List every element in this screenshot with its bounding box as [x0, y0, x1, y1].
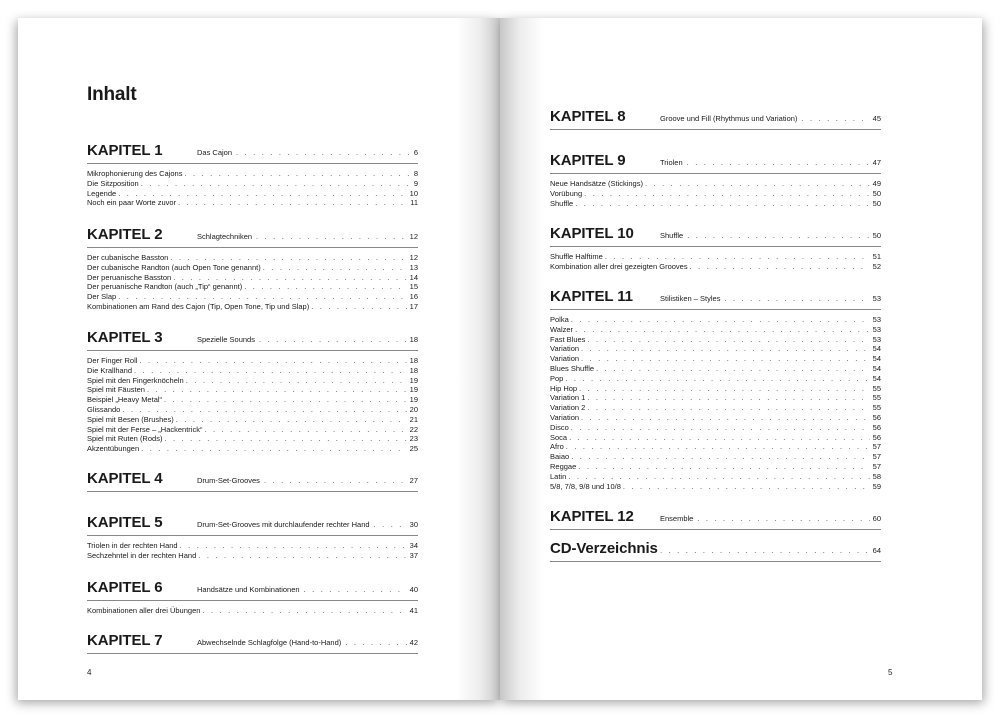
chapter-page-number: 27: [409, 476, 418, 485]
toc-entry[interactable]: [87, 385, 418, 395]
entry-page-number: 49: [872, 179, 881, 188]
dot-leader: [566, 442, 870, 452]
entry-title: 5/8, 7/8, 9/8 und 10/8: [550, 481, 621, 491]
entry-page-number: 21: [409, 414, 418, 424]
entry-title: Shuffle Halftime: [550, 252, 603, 261]
entry-title: Disco: [550, 422, 569, 432]
entry-page-number: 18: [409, 365, 418, 375]
entry-page-number: 20: [409, 404, 418, 414]
toc-entry[interactable]: [550, 472, 881, 482]
entry-title: Die Sitzposition: [87, 178, 139, 188]
dot-leader: [256, 232, 407, 241]
chapter-title-line: [197, 585, 418, 594]
chapter-title-line: [660, 514, 881, 523]
entry-page-number: 23: [409, 434, 418, 444]
dot-leader: [180, 541, 407, 551]
toc-entry[interactable]: [550, 452, 881, 462]
entry-title: Spiel mit Fäusten: [87, 385, 145, 395]
toc-entry[interactable]: [550, 335, 881, 345]
toc-entry[interactable]: [87, 189, 418, 199]
chapter-page-number: 30: [409, 520, 418, 529]
chapter-page-number: 45: [872, 114, 881, 123]
dot-leader: [170, 253, 406, 263]
entry-title: Triolen in der rechten Hand: [87, 541, 178, 550]
entry-page-number: 59: [872, 481, 881, 491]
entry-page-number: 55: [872, 403, 881, 413]
entry-title: Variation: [550, 412, 580, 422]
dot-leader: [690, 262, 870, 272]
chapter-page-number: 40: [409, 585, 418, 594]
toc-entry[interactable]: [550, 442, 881, 452]
entry-list: [550, 310, 881, 491]
dot-leader: [311, 302, 406, 312]
toc-entry[interactable]: [87, 356, 418, 366]
chapter-section: [550, 508, 881, 530]
chapter-page-number: 18: [409, 335, 418, 344]
gutter-shadow: [456, 18, 500, 700]
entry-title: Soca: [550, 432, 568, 442]
right-page: [500, 18, 982, 700]
dot-leader: [176, 415, 407, 425]
chapter-page-number: 6: [413, 148, 418, 157]
toc-entry[interactable]: [550, 462, 881, 472]
entry-page-number: 56: [872, 412, 881, 422]
toc-entry[interactable]: [550, 393, 881, 403]
entry-page-number: 37: [409, 550, 418, 560]
dot-leader: [697, 514, 869, 523]
dot-leader: [579, 384, 870, 394]
entry-page-number: 9: [413, 178, 418, 188]
entry-page-number: 57: [872, 452, 881, 462]
chapter-page-number: 42: [409, 638, 418, 647]
chapter-label: KAPITEL 11: [550, 288, 633, 305]
entry-page-number: 41: [409, 606, 418, 615]
entry-title: Hip Hop: [550, 383, 578, 393]
entry-title: Beispiel „Heavy Metal“: [87, 395, 163, 405]
entry-title: Variation 2: [550, 403, 586, 413]
entry-page-number: 22: [409, 424, 418, 434]
chapter-label: KAPITEL 5: [87, 514, 163, 531]
chapter-label: CD-Verzeichnis: [550, 540, 658, 557]
entry-page-number: 53: [872, 334, 881, 344]
entry-page-number: 55: [872, 393, 881, 403]
chapter-label: KAPITEL 12: [550, 508, 634, 525]
chapter-section: [550, 225, 881, 272]
dot-leader: [264, 476, 407, 485]
chapter-title: Stilistiken – Styles: [660, 294, 721, 303]
entry-page-number: 25: [409, 444, 418, 454]
chapter-title: Groove und Fill (Rhythmus und Variation): [660, 114, 798, 123]
dot-leader: [164, 434, 406, 444]
entry-title: Neue Handsätze (Stickings): [550, 179, 643, 188]
chapter-heading[interactable]: [87, 329, 418, 351]
toc-entry[interactable]: [550, 199, 881, 209]
toc-entry[interactable]: [87, 606, 418, 616]
toc-entry[interactable]: [550, 179, 881, 189]
entry-page-number: 14: [409, 272, 418, 282]
toc-entry[interactable]: [87, 179, 418, 189]
entry-title: Reggae: [550, 461, 577, 471]
entry-page-number: 8: [413, 169, 418, 178]
dot-leader: [687, 231, 869, 240]
entry-page-number: 54: [872, 373, 881, 383]
entry-title: Latin: [550, 471, 567, 481]
toc-entry[interactable]: [550, 413, 881, 423]
dot-leader: [141, 179, 411, 189]
dot-leader: [259, 335, 407, 344]
entry-title: Baiao: [550, 452, 570, 462]
chapter-heading[interactable]: [87, 470, 418, 492]
entry-title: Variation: [550, 344, 580, 354]
chapter-title: Schlagtechniken: [197, 232, 253, 241]
chapter-title-line: [197, 476, 418, 485]
entry-title: Sechzehntel in der rechten Hand: [87, 550, 197, 560]
toc-entry[interactable]: [550, 374, 881, 384]
entry-title: Spiel mit Besen (Brushes): [87, 414, 174, 424]
chapter-section: [550, 288, 881, 491]
entry-page-number: 34: [409, 541, 418, 550]
toc-entry[interactable]: [550, 325, 881, 335]
dot-leader: [263, 263, 407, 273]
chapter-heading[interactable]: [550, 152, 881, 174]
entry-page-number: 11: [410, 198, 418, 208]
entry-title: Der peruanische Randton (auch „Tip“ genannt): [87, 282, 243, 292]
chapter-heading[interactable]: [87, 226, 418, 248]
chapter-title-line: [197, 232, 418, 241]
entry-list: [550, 247, 881, 272]
page-number: 5: [888, 668, 893, 677]
dot-leader: [645, 179, 870, 189]
dot-leader: [134, 366, 407, 376]
entry-page-number: 50: [872, 188, 881, 198]
dot-leader: [186, 376, 407, 386]
chapter-label: KAPITEL 10: [550, 225, 634, 242]
entry-title: Spiel mit den Fingerknöcheln: [87, 375, 184, 385]
entry-title: Glissando: [87, 404, 121, 414]
entry-title: Variation 1: [550, 393, 586, 403]
entry-title: Mikrophonierung des Cajons: [87, 169, 183, 178]
entry-list: [87, 536, 418, 561]
chapter-label: KAPITEL 9: [550, 152, 626, 169]
entry-title: Spiel mit Ruten (Rods): [87, 434, 163, 444]
toc-entry[interactable]: [550, 384, 881, 394]
entry-page-number: 57: [872, 461, 881, 471]
entry-title: Vorübung: [550, 188, 583, 198]
entry-title: Afro: [550, 442, 564, 452]
entry-page-number: 56: [872, 422, 881, 432]
toc-entry[interactable]: [87, 263, 418, 273]
dot-leader: [587, 335, 869, 345]
dot-leader: [569, 433, 870, 443]
chapter-title: Shuffle: [660, 231, 684, 240]
chapter-label: KAPITEL 7: [87, 632, 163, 649]
entry-title: Variation: [550, 354, 580, 364]
chapter-section: [87, 579, 418, 616]
chapter-heading[interactable]: [550, 508, 881, 530]
chapter-title: Abwechselnde Schlagfolge (Hand-to-Hand): [197, 638, 342, 647]
chapter-label: KAPITEL 8: [550, 108, 626, 125]
dot-leader: [575, 325, 870, 335]
toc-entry[interactable]: [87, 541, 418, 551]
toc-entry[interactable]: [87, 302, 418, 312]
dot-leader: [581, 354, 870, 364]
toc-entry[interactable]: [87, 282, 418, 292]
dot-leader: [178, 198, 407, 208]
chapter-heading[interactable]: [87, 632, 418, 654]
toc-entry[interactable]: [87, 273, 418, 283]
page-number: 4: [87, 668, 92, 677]
dot-leader: [345, 638, 406, 647]
chapter-section: [87, 514, 418, 561]
dot-leader: [623, 482, 870, 492]
chapter-label: KAPITEL 1: [87, 142, 163, 159]
entry-page-number: 19: [409, 375, 418, 385]
chapter-page-number: 47: [872, 158, 881, 167]
entry-page-number: 52: [872, 261, 881, 271]
toc-entry[interactable]: [550, 403, 881, 413]
chapter-title: Das Cajon: [197, 148, 233, 157]
entry-page-number: 54: [872, 363, 881, 373]
dot-leader: [374, 520, 407, 529]
chapter-section: [550, 152, 881, 208]
chapter-heading[interactable]: [87, 142, 418, 164]
dot-leader: [596, 364, 870, 374]
toc-entry[interactable]: [87, 376, 418, 386]
toc-entry[interactable]: [87, 434, 418, 444]
entry-page-number: 19: [409, 395, 418, 405]
dot-leader: [122, 405, 406, 415]
dot-leader: [660, 546, 870, 555]
entry-title: Shuffle: [550, 198, 574, 208]
dot-leader: [173, 273, 406, 283]
entry-page-number: 51: [872, 252, 881, 261]
entry-page-number: 17: [409, 301, 418, 311]
entry-list: [550, 174, 881, 208]
entry-page-number: 58: [872, 471, 881, 481]
toc-entry[interactable]: [550, 315, 881, 325]
entry-list: [87, 248, 418, 312]
entry-page-number: 53: [872, 324, 881, 334]
chapter-page-number: 50: [872, 231, 881, 240]
entry-title: Der peruanische Basston: [87, 272, 172, 282]
entry-title: Walzer: [550, 324, 574, 334]
chapter-title: Drum-Set-Grooves mit durchlaufender rechter Hand: [197, 520, 370, 529]
chapter-title-line: [660, 294, 881, 303]
chapter-title: Drum-Set-Grooves: [197, 476, 260, 485]
dot-leader: [236, 148, 411, 157]
toc-entry[interactable]: [87, 415, 418, 425]
entry-title: Pop: [550, 373, 564, 383]
chapter-title: Handsätze und Kombinationen: [197, 585, 300, 594]
dot-leader: [164, 395, 407, 405]
entry-page-number: 53: [872, 315, 881, 324]
chapter-section: [87, 632, 418, 654]
dot-leader: [568, 472, 869, 482]
entry-page-number: 56: [872, 432, 881, 442]
toc-entry[interactable]: [550, 252, 881, 262]
dot-leader: [801, 114, 869, 123]
dot-leader: [575, 199, 869, 209]
entry-page-number: 54: [872, 344, 881, 354]
dot-leader: [587, 393, 869, 403]
chapter-title: Triolen: [660, 158, 683, 167]
dot-leader: [204, 425, 406, 435]
dot-leader: [198, 551, 406, 561]
dot-leader: [587, 403, 869, 413]
toc-title: Inhalt: [87, 84, 137, 105]
chapter-section: [87, 470, 418, 492]
entry-page-number: 16: [409, 292, 418, 302]
toc-entry[interactable]: [87, 405, 418, 415]
toc-entry[interactable]: [87, 425, 418, 435]
chapter-heading[interactable]: [87, 579, 418, 601]
dot-leader: [581, 344, 870, 354]
toc-entry[interactable]: [87, 292, 418, 302]
chapter-page-number: 12: [409, 232, 418, 241]
chapter-heading[interactable]: [87, 514, 418, 536]
dot-leader: [118, 292, 406, 302]
entry-page-number: 18: [409, 356, 418, 365]
toc-entry[interactable]: [550, 364, 881, 374]
toc-entry[interactable]: [550, 344, 881, 354]
gutter-shadow: [500, 18, 544, 700]
entry-title: Kombinationen am Rand des Cajon (Tip, Open Tone, Tip und Slap): [87, 301, 310, 311]
entry-list: [87, 351, 418, 454]
toc-entry[interactable]: [87, 198, 418, 208]
entry-title: Der Slap: [87, 292, 117, 302]
chapter-label: KAPITEL 2: [87, 226, 163, 243]
toc-entry[interactable]: [87, 253, 418, 263]
chapter-title-line: [660, 114, 881, 123]
toc-entry[interactable]: [550, 482, 881, 492]
toc-entry[interactable]: [550, 423, 881, 433]
entry-title: Der cubanische Randton (auch Open Tone genannt): [87, 262, 261, 272]
chapter-title-line: [660, 231, 881, 240]
entry-page-number: 13: [409, 262, 418, 272]
dot-leader: [578, 462, 869, 472]
entry-page-number: 19: [409, 385, 418, 395]
entry-list: [87, 601, 418, 616]
chapter-title-line: [197, 520, 418, 529]
toc-entry[interactable]: [550, 189, 881, 199]
chapter-label: KAPITEL 6: [87, 579, 163, 596]
dot-leader: [581, 413, 870, 423]
entry-title: Polka: [550, 315, 569, 324]
chapter-title-line: [660, 546, 881, 555]
entry-title: Kombination aller drei gezeigten Grooves: [550, 261, 688, 271]
entry-page-number: 57: [872, 442, 881, 452]
chapter-page-number: 60: [872, 514, 881, 523]
dot-leader: [571, 315, 870, 325]
chapter-label: KAPITEL 3: [87, 329, 163, 346]
toc-entry[interactable]: [550, 262, 881, 272]
dot-leader: [147, 385, 407, 395]
chapter-section: [87, 329, 418, 454]
chapter-title: Spezielle Sounds: [197, 335, 255, 344]
entry-title: Legende: [87, 188, 117, 198]
left-page: [18, 18, 500, 700]
dot-leader: [184, 169, 410, 179]
chapter-section: [550, 540, 881, 562]
entry-page-number: 15: [409, 282, 418, 292]
chapter-heading[interactable]: [550, 108, 881, 130]
entry-title: Spiel mit der Ferse – „Hackentrick“: [87, 424, 203, 434]
chapter-title-line: [197, 638, 418, 647]
toc-entry[interactable]: [87, 444, 418, 454]
entry-title: Der Finger Roll: [87, 356, 138, 365]
dot-leader: [304, 585, 407, 594]
entry-title: Akzentübungen: [87, 444, 140, 454]
chapter-page-number: 53: [872, 294, 881, 303]
chapter-label: KAPITEL 4: [87, 470, 163, 487]
chapter-title-line: [197, 148, 418, 157]
entry-page-number: 10: [409, 188, 418, 198]
entry-title: Die Krallhand: [87, 365, 133, 375]
dot-leader: [565, 374, 869, 384]
chapter-section: [87, 226, 418, 312]
entry-list: [87, 164, 418, 208]
entry-title: Fast Blues: [550, 334, 586, 344]
chapter-section: [550, 108, 881, 130]
dot-leader: [605, 252, 870, 262]
dot-leader: [584, 189, 870, 199]
chapter-section: [87, 142, 418, 208]
toc-entry[interactable]: [87, 169, 418, 179]
dot-leader: [244, 282, 406, 292]
entry-title: Kombinationen aller drei Übungen: [87, 606, 201, 615]
dot-leader: [571, 423, 870, 433]
entry-title: Der cubanische Basston: [87, 253, 169, 262]
entry-page-number: 54: [872, 354, 881, 364]
entry-title: Noch ein paar Worte zuvor: [87, 198, 177, 208]
dot-leader: [118, 189, 406, 199]
toc-entry[interactable]: [550, 354, 881, 364]
entry-title: Blues Shuffle: [550, 363, 595, 373]
toc-entry[interactable]: [87, 551, 418, 561]
chapter-heading[interactable]: [550, 288, 881, 310]
dot-leader: [571, 452, 869, 462]
dot-leader: [687, 158, 870, 167]
entry-page-number: 50: [872, 198, 881, 208]
toc-entry[interactable]: [87, 366, 418, 376]
dot-leader: [202, 606, 406, 616]
dot-leader: [141, 444, 407, 454]
chapter-page-number: 64: [872, 546, 881, 555]
entry-page-number: 55: [872, 383, 881, 393]
chapter-heading[interactable]: [550, 225, 881, 247]
toc-entry[interactable]: [550, 433, 881, 443]
dot-leader: [724, 294, 869, 303]
chapter-heading[interactable]: [550, 540, 881, 562]
chapter-title-line: [197, 335, 418, 344]
chapter-title: Ensemble: [660, 514, 694, 523]
chapter-title-line: [660, 158, 881, 167]
toc-entry[interactable]: [87, 395, 418, 405]
entry-page-number: 12: [409, 253, 418, 262]
dot-leader: [139, 356, 406, 366]
